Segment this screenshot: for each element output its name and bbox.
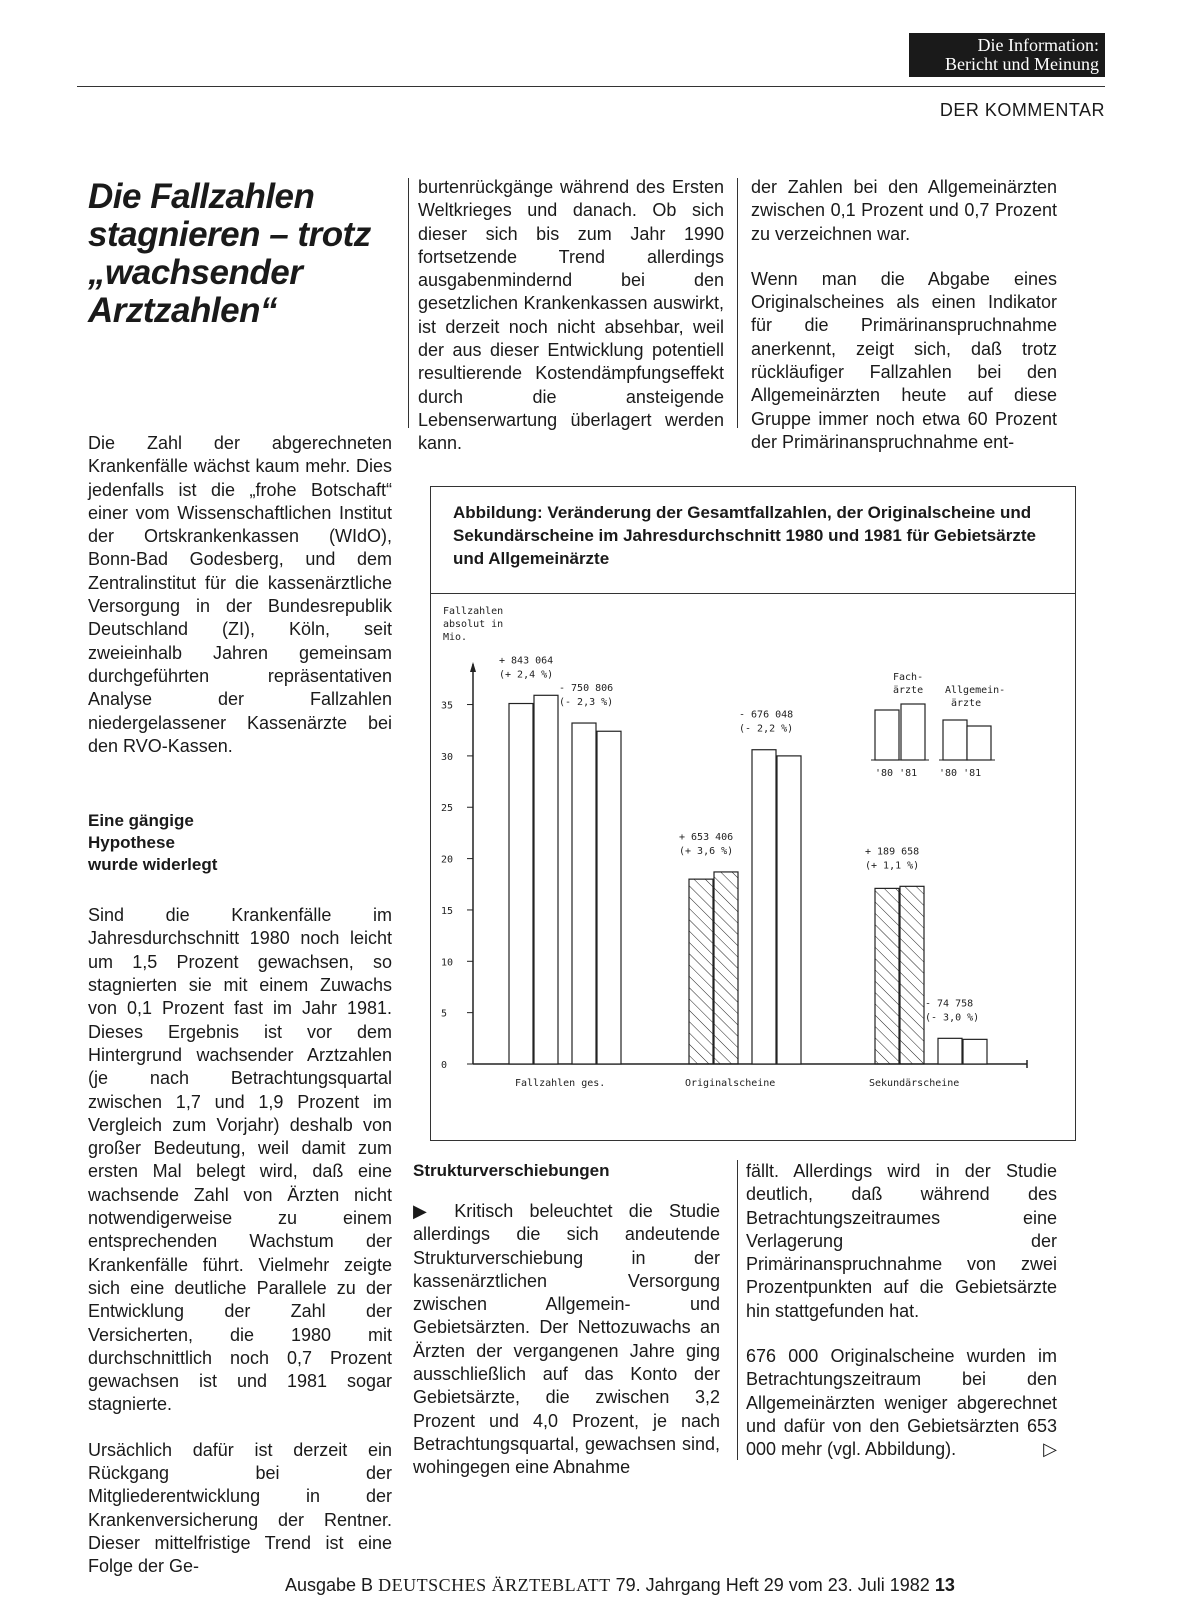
data-label: (+ 3,6 %) (679, 845, 734, 857)
subheading-line: wurde widerlegt (88, 855, 218, 875)
y-tick-label: 0 (441, 1060, 448, 1071)
end-mark-icon: ▷ (1043, 1439, 1057, 1460)
section-badge (909, 33, 1105, 77)
bar (509, 704, 533, 1064)
subheading-struktur: Strukturverschiebungen (413, 1161, 610, 1180)
y-axis-label-2: absolut in (443, 619, 504, 630)
y-tick-label: 35 (441, 700, 454, 712)
body-paragraph: burtenrückgänge während des Ersten Weltkrieges und danach. Ob sich dieser sich bis zum Jahr 1990 fortsetzende Trend allerdings ausgabenmindernd bei den gesetzlichen Krankenkassen auswirkt, ist derzeit noch nicht absehbar, weil der aus dieser Entwicklung potentiell resultierende Kostendämpfungseffekt durch die ansteigende Lebenserwartung überlagert werden kann. (418, 177, 724, 454)
page-footer (285, 1575, 955, 1596)
category-label: Originalscheine (685, 1078, 776, 1089)
legend-allg-label-2: ärzte (951, 698, 982, 709)
legend-bar (967, 726, 991, 760)
bar (777, 756, 801, 1064)
column-3-bottom (746, 1160, 1057, 1484)
column-3-top (751, 176, 1057, 476)
bar (534, 695, 558, 1064)
data-label: - 74 758 (925, 998, 974, 1010)
column-divider (408, 178, 409, 428)
column-2-top (418, 176, 724, 478)
section-badge-line2: Bericht und Meinung (945, 54, 1099, 74)
body-paragraph: Wenn man die Abgabe eines Originalscheines als einen Indikator für die Primärinanspruchnahme anerkennt, zeigt sich, daß trotz rückläufiger Fallzahlen bei den Allgemeinärzten heute auf diese Gruppe immer noch etwa 60 Prozent der Primärinanspruchnahme ent- (751, 268, 1057, 452)
subheading-line: Hypothese (88, 833, 175, 853)
legend-years-fach: '80 '81 (875, 768, 918, 779)
y-tick-label: 15 (441, 905, 454, 917)
y-axis-label-1: Fallzahlen (443, 606, 504, 617)
body-paragraph: Sind die Krankenfälle im Jahresdurchschnitt 1980 noch leicht um 1,5 Prozent gewachsen, so stagnierten sie mit einem Zuwachs von 0,1 Prozent fast im Jahr 1981. Dieses Ergebnis ist vor dem Hintergrund wachsender Arztzahlen (je nach Betrachtungsquartal zwischen 1,7 und 1,9 Prozent im Vergleich zum Vorjahr) deshalb von großer Bedeutung, weil damit zum ersten Mal belegt wird, daß eine wachsende Zahl von Ärzten nicht notwendigerweise zu einem entsprechenden Wachstum der Krankenfälle führt. Vielmehr zeigte sich eine deutliche Parallele zu der Entwicklung der Zahl der Versicherten, die 1980 mit durchschnittlich noch 0,7 Prozent gewachsen ist und 1981 sogar stagnierte. (88, 905, 392, 1415)
legend-fach-label-2: ärzte (893, 685, 924, 696)
legend-bar (943, 720, 967, 760)
y-tick-label: 20 (441, 854, 454, 866)
page-number: 13 (934, 1575, 955, 1595)
body-paragraph: der Zahlen bei den Allgemeinärzten zwischen 0,1 Prozent und 0,7 Prozent zu verzeichnen war. (751, 177, 1057, 244)
headline: Die Fallzahlen stagnieren – trotz „wachsender Arztzahlen“ (88, 177, 371, 330)
bar (963, 1039, 987, 1064)
y-tick-label: 30 (441, 751, 454, 763)
footer-journal: DEUTSCHES ÄRZTEBLATT (378, 1575, 611, 1595)
column-divider (737, 178, 738, 428)
data-label: (- 3,0 %) (925, 1012, 980, 1024)
data-label: + 653 406 (679, 831, 734, 843)
column-1 (88, 432, 392, 1600)
header-rule (77, 86, 1105, 87)
bar (900, 886, 924, 1064)
bar-chart (431, 594, 1074, 1139)
bar (572, 723, 596, 1064)
legend-bar (901, 704, 925, 760)
bar (752, 750, 776, 1064)
column-2-bottom (413, 1160, 720, 1502)
legend-years-allg: '80 '81 (939, 768, 982, 779)
bar (875, 888, 899, 1064)
category-label: Sekundärscheine (869, 1078, 960, 1089)
legend-fach-label-1: Fach- (893, 672, 924, 683)
body-paragraph: fällt. Allerdings wird in der Studie deutlich, daß während des Betrachtungszeitraumes eine Verlagerung der Primärinanspruchnahme von zwei Prozentpunkten auf die Gebietsärzte hin stattgefunden hat. (746, 1161, 1057, 1321)
data-label: - 750 806 (559, 683, 614, 695)
data-label: (+ 1,1 %) (865, 860, 920, 872)
body-paragraph: 676 000 Originalscheine wurden im Betrachtungszeitraum bei den Allgemeinärzten weniger abgerechnet und dafür von den Gebietsärzten 653 000 mehr (vgl. Abbildung). (746, 1346, 1057, 1460)
data-label: + 189 658 (865, 846, 920, 858)
data-label: (- 2,3 %) (559, 697, 614, 709)
body-paragraph: Kritisch beleuchtet die Studie allerdings die sich andeutende Strukturverschiebung in der kassenärztlichen Versorgung zwischen Allgemein- und Gebietsärzten. Der Nettozuwachs an Ärzten der vergangenen Jahre ging ausschließlich auf das Konto der Gebietsärzte, die zwischen 3,2 Prozent und 4,0 Prozent, je nach Betrachtungsquartal, gewachsen sind, wohingegen eine Abnahme (413, 1201, 720, 1478)
subheading-line: Eine gängige (88, 811, 194, 831)
y-tick-label: 5 (441, 1008, 448, 1020)
figure-box (430, 486, 1076, 1141)
intro-paragraph: Die Zahl der abgerechneten Krankenfälle wächst kaum mehr. Dies jedenfalls ist die „frohe Botschaft“ einer vom Wissenschaftlichen Institut der Ortskrankenkassen (WIdO), Bonn-Bad Godesberg, und dem Zentralinstitut für die kassenärztliche Versorgung in der Bundesrepublik Deutschland (ZI), Köln, seit zweieinhalb Jahren gemeinsam durchgeführten repräsentativen Analyse der Fallzahlen niedergelassener Kassenärzte bei den RVO-Kassen. (88, 433, 392, 756)
data-label: (+ 2,4 %) (499, 669, 554, 681)
data-label: - 676 048 (739, 709, 794, 721)
bullet-arrow-icon: ▶ (413, 1201, 439, 1221)
figure-title: Abbildung: Veränderung der Gesamtfallzahlen, der Originalscheine und Sekundärscheine im Jahresdurchschnitt 1980 und 1981 für Gebietsärzte und Allgemeinärzte (431, 487, 1075, 594)
bar (938, 1038, 962, 1064)
legend-bar (875, 710, 899, 760)
section-badge-line1: Die Information: (977, 35, 1099, 55)
footer-issue: 79. Jahrgang Heft 29 vom 23. Juli 1982 (615, 1575, 930, 1595)
y-axis-arrow-icon (470, 662, 476, 672)
column-divider (737, 1160, 738, 1460)
data-label: (- 2,2 %) (739, 723, 794, 735)
category-label: Fallzahlen ges. (515, 1078, 606, 1089)
data-label: + 843 064 (499, 655, 554, 667)
y-tick-label: 25 (441, 803, 454, 815)
bar (597, 731, 621, 1064)
body-paragraph: Ursächlich dafür ist derzeit ein Rückgang bei der Mitgliederentwicklung in der Krankenversicherung der Rentner. Dieser mittelfristige Trend ist eine Folge der Ge- (88, 1439, 392, 1577)
footer-edition: Ausgabe B (285, 1575, 374, 1595)
bar (714, 872, 738, 1064)
y-tick-label: 10 (441, 957, 454, 969)
bar (689, 879, 713, 1064)
y-axis-label-3: Mio. (443, 632, 468, 643)
subheading-hypothese (88, 810, 392, 876)
legend-allg-label-1: Allgemein- (945, 685, 1006, 696)
column-label: DER KOMMENTAR (939, 100, 1105, 120)
